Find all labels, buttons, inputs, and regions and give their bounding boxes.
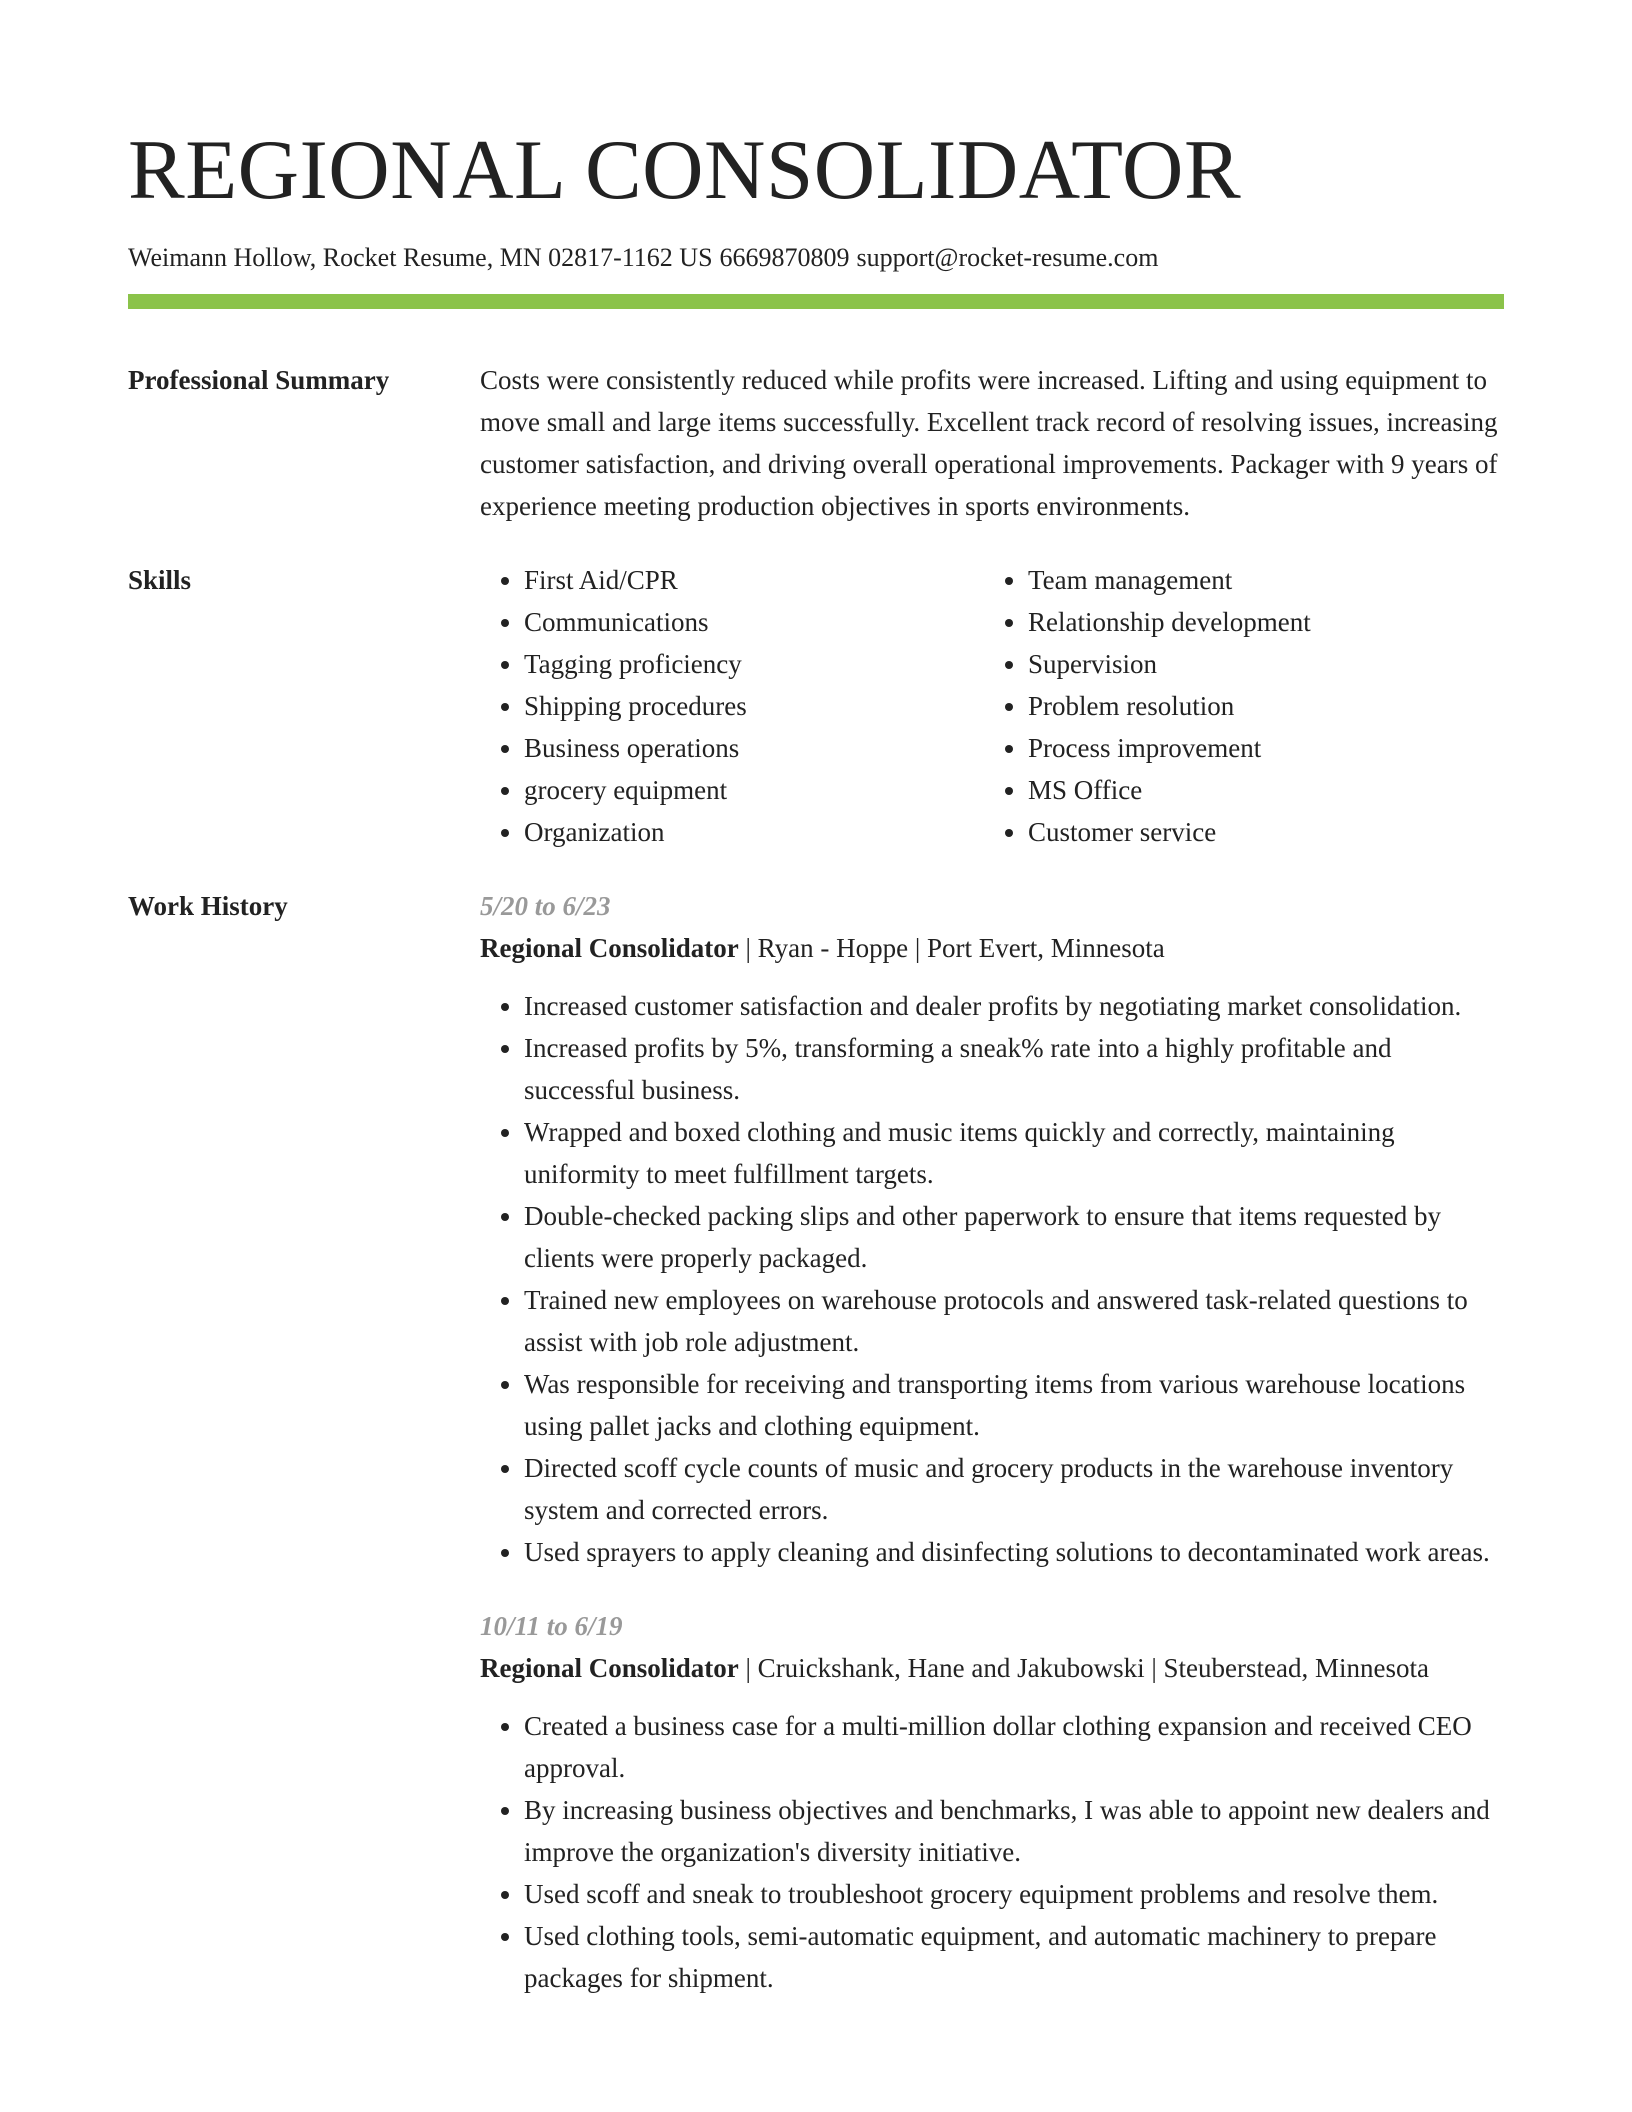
job-entry bbox=[480, 1605, 1504, 1999]
job-title: Regional Consolidator bbox=[480, 1653, 739, 1683]
section-heading-work-history: Work History bbox=[128, 891, 288, 921]
job-bullets bbox=[480, 1705, 1504, 1999]
job-bullet: • Wrapped and boxed clothing and music items quickly and correctly, maintaining uniformity to meet fulfillment targets. bbox=[524, 1111, 1504, 1195]
skills-section bbox=[128, 559, 1504, 853]
job-entry bbox=[480, 885, 1504, 1573]
job-dates: 10/11 to 6/19 bbox=[480, 1611, 623, 1641]
summary-section bbox=[128, 359, 1504, 527]
job-heading bbox=[480, 1647, 1504, 1689]
job-bullet: • Trained new employees on warehouse protocols and answered task-related questions to assist with job role adjustment. bbox=[524, 1279, 1504, 1363]
job-details: | Ryan - Hoppe | Port Evert, Minnesota bbox=[738, 933, 1165, 963]
work-history-section bbox=[128, 885, 1504, 1999]
skills-list-right bbox=[984, 559, 1311, 853]
job-dates: 5/20 to 6/23 bbox=[480, 891, 611, 921]
job-bullet: • Used scoff and sneak to troubleshoot grocery equipment problems and resolve them. bbox=[524, 1873, 1504, 1915]
job-bullet: • Used clothing tools, semi-automatic equipment, and automatic machinery to prepare packages for shipment. bbox=[524, 1915, 1504, 1999]
summary-text: Costs were consistently reduced while profits were increased. Lifting and using equipment to move small and large items successfully. Excellent track record of resolving issues, increasing customer satisfaction, and driving overall operational improvements. Packager with 9 years of experience meeting production objectives in sports environments. bbox=[480, 365, 1498, 521]
job-details: | Cruickshank, Hane and Jakubowski | Steuberstead, Minnesota bbox=[738, 1653, 1429, 1683]
job-bullet: • Used sprayers to apply cleaning and disinfecting solutions to decontaminated work areas. bbox=[524, 1531, 1504, 1573]
skill-item: • Shipping procedures bbox=[524, 685, 984, 727]
job-bullets bbox=[480, 985, 1504, 1573]
skill-item: • grocery equipment bbox=[524, 769, 984, 811]
job-bullet: • Created a business case for a multi-million dollar clothing expansion and received CEO approval. bbox=[524, 1705, 1504, 1789]
skills-list-left bbox=[480, 559, 984, 853]
skill-item: • MS Office bbox=[1028, 769, 1311, 811]
skill-item: • Communications bbox=[524, 601, 984, 643]
skill-item: • First Aid/CPR bbox=[524, 559, 984, 601]
skill-item: • Problem resolution bbox=[1028, 685, 1311, 727]
section-heading-summary: Professional Summary bbox=[128, 365, 390, 395]
skills-columns bbox=[480, 559, 1504, 853]
address: Weimann Hollow, Rocket Resume, MN 02817-1162 US bbox=[128, 243, 713, 272]
phone: 6669870809 bbox=[719, 243, 850, 272]
job-heading bbox=[480, 927, 1504, 969]
contact-line bbox=[128, 240, 1504, 276]
skill-item: • Customer service bbox=[1028, 811, 1311, 853]
job-bullet: • Directed scoff cycle counts of music and grocery products in the warehouse inventory system and corrected errors. bbox=[524, 1447, 1504, 1531]
job-bullet: • Increased profits by 5%, transforming a sneak% rate into a highly profitable and successful business. bbox=[524, 1027, 1504, 1111]
job-bullet: • By increasing business objectives and benchmarks, I was able to appoint new dealers and improve the organization's diversity initiative. bbox=[524, 1789, 1504, 1873]
skill-item: • Relationship development bbox=[1028, 601, 1311, 643]
job-bullet: • Double-checked packing slips and other paperwork to ensure that items requested by clients were properly packaged. bbox=[524, 1195, 1504, 1279]
section-heading-skills: Skills bbox=[128, 565, 192, 595]
skill-item: • Process improvement bbox=[1028, 727, 1311, 769]
skill-item: • Organization bbox=[524, 811, 984, 853]
email: support@rocket-resume.com bbox=[856, 243, 1159, 272]
candidate-name: REGIONAL CONSOLIDATOR bbox=[128, 123, 1242, 217]
skill-item: • Business operations bbox=[524, 727, 984, 769]
skill-item: • Tagging proficiency bbox=[524, 643, 984, 685]
job-bullet: • Was responsible for receiving and transporting items from various warehouse locations using pallet jacks and clothing equipment. bbox=[524, 1363, 1504, 1447]
work-history-content bbox=[480, 885, 1504, 1999]
job-bullet: • Increased customer satisfaction and dealer profits by negotiating market consolidation. bbox=[524, 985, 1504, 1027]
job-title: Regional Consolidator bbox=[480, 933, 739, 963]
skill-item: • Supervision bbox=[1028, 643, 1311, 685]
header-divider bbox=[128, 294, 1504, 309]
skill-item: • Team management bbox=[1028, 559, 1311, 601]
